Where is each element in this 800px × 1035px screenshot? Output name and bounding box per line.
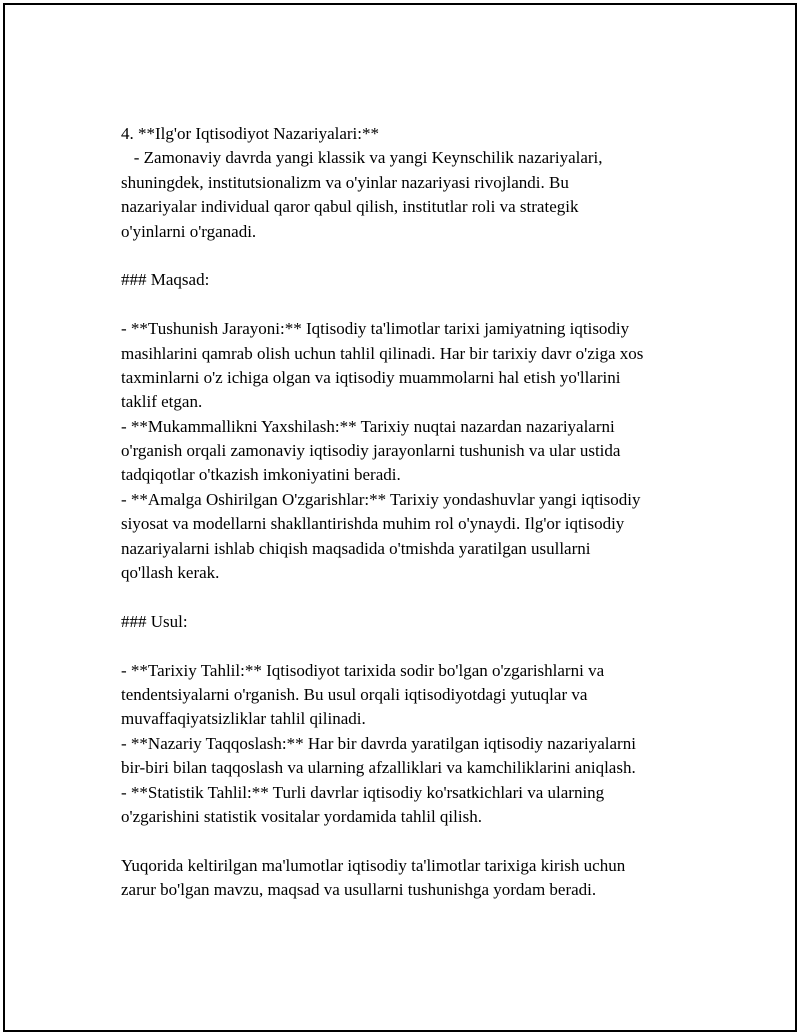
usul-item-tarixiy-tahlil — [121, 659, 711, 732]
maqsad-item-ozgarishlar — [121, 488, 711, 586]
list-item-line: taxminlarni o'z ichiga olgan va iqtisodiy muammolarni hal etish yo'llarini — [121, 367, 621, 387]
maqsad-heading: ### Maqsad: — [121, 270, 210, 290]
list-item-line: muvaffaqiyatsizliklar tahlil qilinadi. — [121, 709, 366, 729]
section-4 — [121, 122, 711, 244]
list-item-line: - **Tarixiy Tahlil:** Iqtisodiyot tarixida sodir bo'lgan o'zgarishlarni va — [121, 660, 605, 680]
section-4-line: o'yinlarni o'rganadi. — [121, 221, 257, 241]
section-4-heading: 4. **Ilg'or Iqtisodiyot Nazariyalari:** — [121, 124, 379, 143]
conclusion-line: Yuqorida keltirilgan ma'lumotlar iqtisodiy ta'limotlar tarixiga kirish uchun — [121, 855, 626, 875]
conclusion-line: zarur bo'lgan mavzu, maqsad va usullarni tushunishga yordam beradi. — [121, 880, 597, 900]
section-4-line: - Zamonaviy davrda yangi klassik va yangi Keynschilik nazariyalari, — [121, 148, 603, 168]
list-item-line: taklif etgan. — [121, 392, 203, 412]
usul-item-nazariy-taqqoslash — [121, 732, 711, 781]
usul-section — [121, 610, 711, 830]
paragraph-spacer — [121, 634, 711, 658]
list-item-line: masihlarini qamrab olish uchun tahlil qilinadi. Har bir tarixiy davr o'ziga xos — [121, 343, 644, 363]
maqsad-item-tushunish — [121, 317, 711, 415]
usul-item-statistik-tahlil — [121, 781, 711, 830]
list-item-line: tadqiqotlar o'tkazish imkoniyatini beradi. — [121, 465, 401, 485]
list-item-line: - **Mukammallikni Yaxshilash:** Tarixiy nuqtai nazardan nazariyalarni — [121, 416, 615, 436]
usul-heading: ### Usul: — [121, 611, 188, 631]
conclusion-paragraph — [121, 854, 711, 903]
list-item-line: tendentsiyalarni o'rganish. Bu usul orqali iqtisodiyotdagi yutuqlar va — [121, 684, 588, 704]
section-4-line: nazariyalar individual qaror qabul qilish, institutlar roli va strategik — [121, 197, 579, 217]
document-body — [121, 122, 711, 903]
list-item-line: nazariyalarni ishlab chiqish maqsadida o'tmishda yaratilgan usullarni — [121, 538, 591, 558]
page-frame — [3, 3, 797, 1032]
paragraph-spacer — [121, 293, 711, 317]
maqsad-item-mukammallik — [121, 415, 711, 488]
section-4-line: shuningdek, institutsionalizm va o'yinlar nazariyasi rivojlandi. Bu — [121, 172, 569, 192]
list-item-line: o'rganish orqali zamonaviy iqtisodiy jarayonlarni tushunish va ular ustida — [121, 441, 621, 461]
paragraph-spacer — [121, 244, 711, 268]
list-item-line: o'zgarishini statistik vositalar yordamida tahlil qilish. — [121, 806, 482, 826]
maqsad-section — [121, 268, 711, 585]
list-item-line: - **Amalga Oshirilgan O'zgarishlar:** Tarixiy yondashuvlar yangi iqtisodiy — [121, 489, 641, 509]
list-item-line: bir-biri bilan taqqoslash va ularning afzalliklari va kamchiliklarini aniqlash. — [121, 758, 636, 778]
paragraph-spacer — [121, 585, 711, 609]
list-item-line: qo'llash kerak. — [121, 563, 220, 583]
paragraph-spacer — [121, 829, 711, 853]
list-item-line: - **Statistik Tahlil:** Turli davrlar iqtisodiy ko'rsatkichlari va ularning — [121, 782, 605, 802]
list-item-line: - **Tushunish Jarayoni:** Iqtisodiy ta'limotlar tarixi jamiyatning iqtisodiy — [121, 319, 630, 339]
list-item-line: - **Nazariy Taqqoslash:** Har bir davrda yaratilgan iqtisodiy nazariyalarni — [121, 733, 636, 753]
list-item-line: siyosat va modellarni shakllantirishda muhim rol o'ynaydi. Ilg'or iqtisodiy — [121, 514, 625, 534]
